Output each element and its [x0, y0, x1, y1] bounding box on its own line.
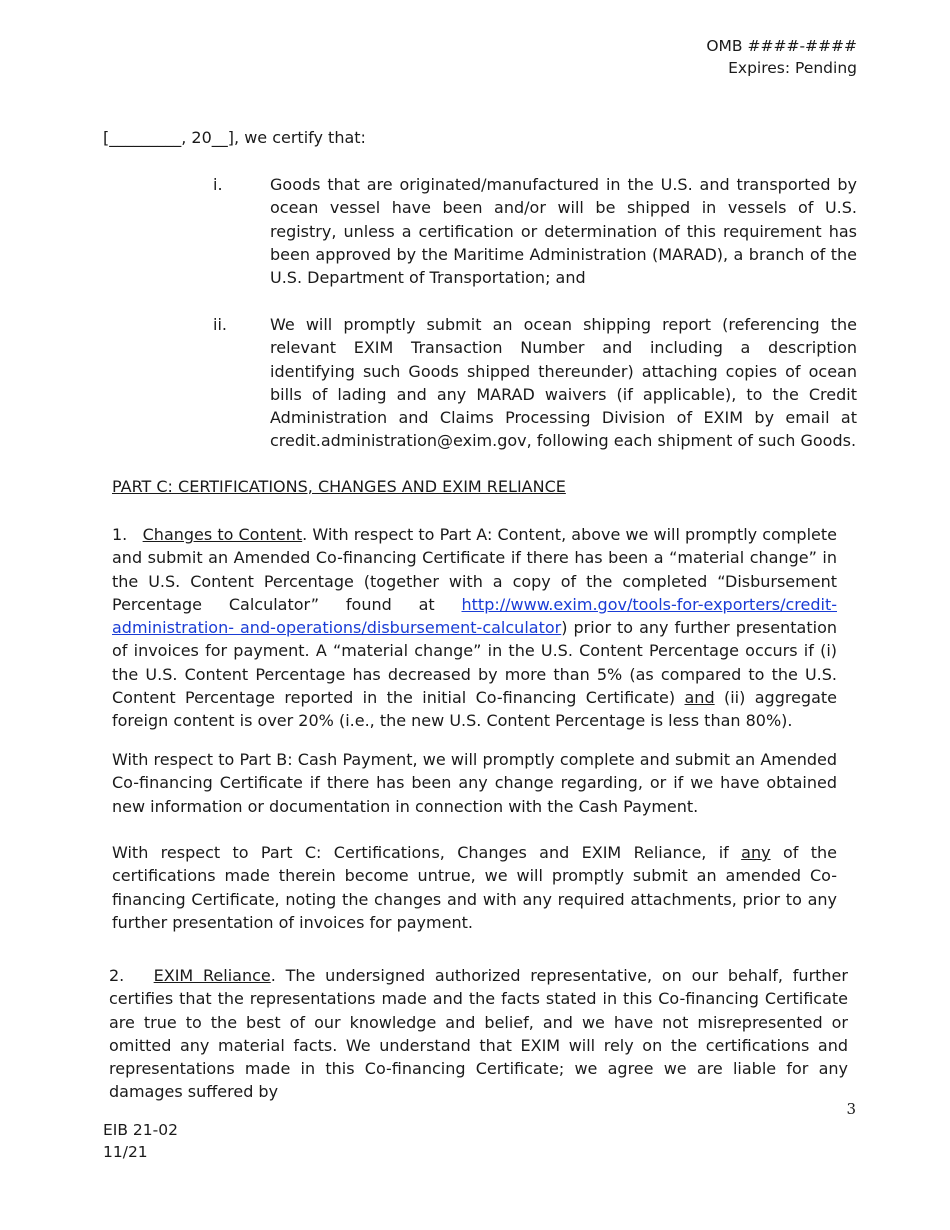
roman-list-item-ii [213, 313, 857, 453]
omb-header [706, 35, 857, 79]
roman-numeral: i. [213, 175, 223, 194]
disbursement-calculator-link[interactable]: http://www.exim.gov/tools-for-exporters/credit-administration- and-operations/disbursement-calculator [112, 594, 837, 638]
paragraph-text: of the certifications made therein become untrue, we will promptly submit an amended Co-financing Certificate, noting the changes and with any required attachments, prior to any further presentation of invoices for payment. [112, 843, 837, 932]
emphasis-any: any [741, 843, 771, 862]
form-id: EIB 21-02 [103, 1121, 178, 1139]
roman-item-text: We will promptly submit an ocean shipping report (referencing the relevant EXIM Transaction Number and including a description identifying such Goods shipped thereunder) attaching copies of ocean bills of lading and any MARAD waivers (if applicable), to the Credit Administration and Claims Processing Division of EXIM by email at credit.administration@exim.gov, following each shipment of such Goods. [270, 315, 857, 451]
page-number: 3 [846, 1100, 856, 1118]
section-1-changes-to-content [112, 523, 837, 733]
roman-item-text: Goods that are originated/manufactured in the U.S. and transported by ocean vessel have been and/or will be shipped in vessels of U.S. registry, unless a certification or determination of this requirement has been approved by the Maritime Administration (MARAD), a branch of the U.S. Department of Transportation; and [270, 175, 857, 288]
section-number: 2. [109, 966, 125, 985]
section-text: . The undersigned authorized representative, on our behalf, further certifies that the representations made and the facts stated in this Co-financing Certificate are true to the best of our knowledge and belief, and we have not misrepresented or omitted any material facts. We understand that EXIM will rely on the certifications and representations made in this Co-financing Certificate; we agree we are liable for any damages suffered by [109, 966, 848, 1102]
section-title: Changes to Content [142, 525, 303, 544]
part-c-heading: PART C: CERTIFICATIONS, CHANGES AND EXIM RELIANCE [112, 477, 566, 496]
form-date: 11/21 [103, 1143, 148, 1161]
section-title: EXIM Reliance [153, 966, 271, 985]
section-text: ) prior to any further presentation of invoices for payment. A “material change” in the U.S. Content Percentage occurs if (i) the U.S. Content Percentage has decreased by more than 5% (as compared to the U.S. Content Percentage reported in the initial Co-financing Certificate) [112, 618, 838, 708]
section-text: (ii) aggregate foreign content is over 20% (i.e., the new U.S. Content Percentage is less than 80%). [112, 688, 838, 731]
emphasis-and: and [684, 688, 715, 708]
section-text: . With respect to Part A: Content, above we will promptly complete and submit an Amended Co-financing Certificate if there has been a “material change” in the U.S. Content Percentage (together with a copy of the completed “Disbursement Percentage Calculator” found at [112, 525, 837, 614]
roman-list-item-i [213, 173, 857, 289]
footer [103, 1119, 178, 1163]
omb-number: OMB ####-#### [706, 37, 857, 55]
certify-intro: [_________, 20__], we certify that: [103, 128, 366, 147]
part-c-paragraph [112, 841, 837, 934]
section-2-exim-reliance [109, 964, 848, 1104]
roman-numeral: ii. [213, 315, 227, 334]
section-number: 1. [112, 525, 128, 544]
part-b-paragraph: With respect to Part B: Cash Payment, we will promptly complete and submit an Amended Co-financing Certificate if there has been any change regarding, or if we have obtained new information or documentation in connection with the Cash Payment. [112, 750, 837, 816]
paragraph-text: With respect to Part C: Certifications, Changes and EXIM Reliance, if [112, 843, 742, 862]
expiration-date: Expires: Pending [728, 59, 857, 77]
